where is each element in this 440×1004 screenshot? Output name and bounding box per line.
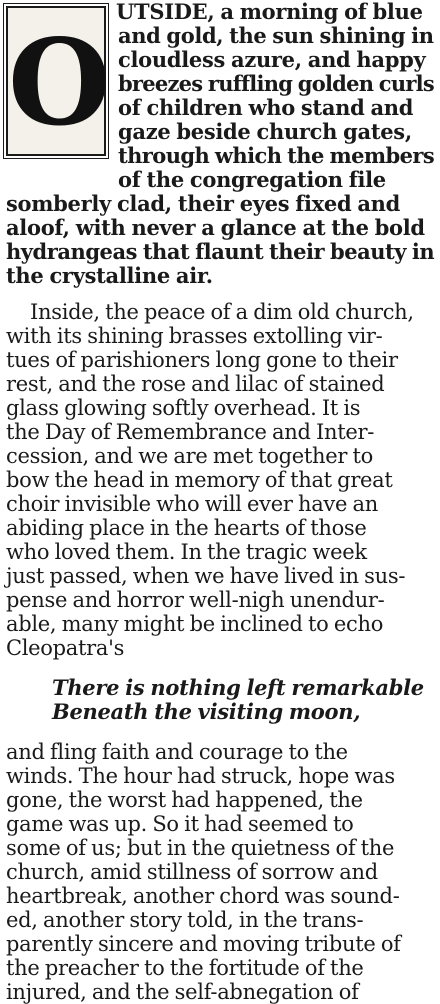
para1-line: of children who stand and	[118, 95, 414, 120]
para2-line: the Day of Remembrance and Inter-	[6, 420, 375, 444]
para1-line: UTSIDE, a morning of blue	[116, 0, 423, 24]
para2-line: tues of parishioners long gone to their	[6, 348, 398, 372]
para1-line: hydrangeas that flaunt their beauty in	[6, 239, 435, 264]
para2-line: able, many might be inclined to echo	[6, 612, 384, 636]
para3-line: heartbreak, another chord was sound-	[6, 884, 400, 908]
para1-line: aloof, with never a glance at the bold	[6, 215, 425, 240]
para2-line: bow the head in memory of that great	[6, 468, 393, 492]
para2-line: who loved them. In the tragic week	[6, 540, 367, 564]
para3-line: game was up. So it had seemed to	[6, 812, 354, 836]
para3-line: the preacher to the fortitude of the	[6, 956, 364, 980]
para3-line: church, amid stillness of sorrow and	[6, 860, 378, 884]
para2-line: choir invisible who will ever have an	[6, 492, 378, 516]
para3-line: parently sincere and moving tribute of	[6, 932, 401, 956]
para2-line: just passed, when we have lived in sus-	[6, 564, 406, 588]
para1-line: breezes ruffling golden curls	[118, 71, 434, 96]
para1-line: of the congregation file	[118, 167, 386, 192]
para1-line: gaze beside church gates,	[118, 119, 412, 144]
para2-line: Cleopatra's	[6, 636, 125, 660]
para2-line: pense and horror well-nigh unendur-	[6, 588, 385, 612]
para2-line: cession, and we are met together to	[6, 444, 373, 468]
drop-cap-frame	[6, 6, 111, 156]
drop-cap-letter: O	[8, 13, 111, 152]
para3-line: winds. The hour had struck, hope was	[6, 764, 395, 788]
para3-line: injured, and the self-abnegation of	[6, 980, 359, 1004]
para2-line: abiding place in the hearts of those	[6, 516, 367, 540]
para2-line: rest, and the rose and lilac of stained	[6, 372, 385, 396]
para1-line: the crystalline air.	[6, 263, 213, 288]
para1-line: through which the members	[118, 143, 435, 168]
para2-line: glass glowing softly overhead. It is	[6, 396, 361, 420]
para2-line: Inside, the peace of a dim old church,	[30, 300, 414, 324]
quote-line: Beneath the visiting moon,	[52, 699, 361, 724]
para3-line: ed, another story told, in the trans-	[6, 908, 364, 932]
para1-line: cloudless azure, and happy	[118, 47, 426, 72]
para3-line: and fling faith and courage to the	[6, 740, 348, 764]
lead-word: UTSIDE,	[116, 0, 215, 24]
para2-line: with its shining brasses extolling vir-	[6, 324, 383, 348]
para3-line: gone, the worst had happened, the	[6, 788, 363, 812]
para1-line: somberly clad, their eyes fixed and	[6, 191, 401, 216]
para1-line: and gold, the sun shining in	[118, 23, 434, 48]
quote-line: There is nothing left remarkable	[52, 675, 424, 700]
para3-line: some of us; but in the quietness of the	[6, 836, 395, 860]
